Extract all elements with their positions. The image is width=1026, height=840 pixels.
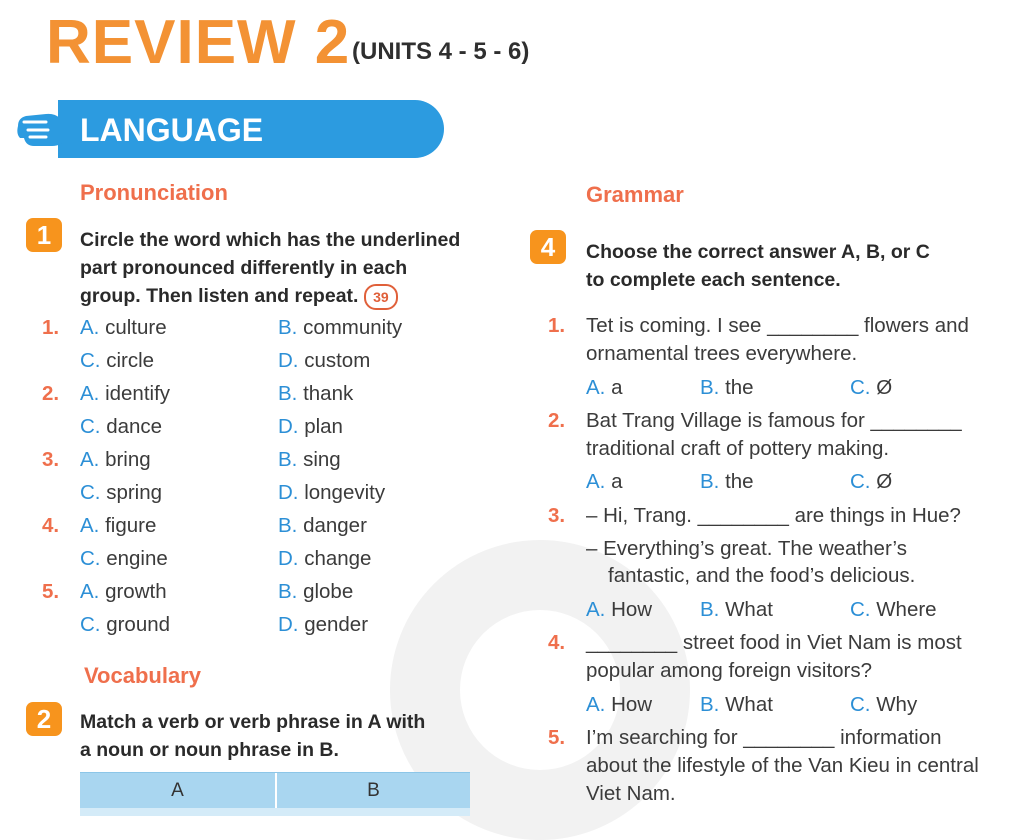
column-a-header: A (171, 780, 184, 801)
pron-item-4-c[interactable]: C. engine (80, 547, 168, 570)
instruction-text: group. Then listen and repeat. (80, 285, 359, 307)
pron-item-3-num: 3. (42, 448, 60, 471)
exercise-1-badge: 1 (26, 218, 62, 252)
question-4-num: 4. (548, 631, 566, 654)
pron-item-1-num: 1. (42, 316, 60, 339)
q1-option-a[interactable]: A. a (586, 376, 623, 399)
q2-option-a[interactable]: A. a (586, 470, 623, 493)
pron-item-3-a[interactable]: A. bring (80, 448, 151, 471)
question-1-line: Tet is coming. I see ________ flowers and (586, 314, 969, 337)
question-5-line: Viet Nam. (586, 782, 676, 805)
q4-option-a[interactable]: A. How (586, 693, 653, 716)
question-2-line: traditional craft of pottery making. (586, 437, 890, 460)
exercise-4-badge: 4 (530, 230, 566, 264)
pron-item-4-b[interactable]: B. danger (278, 514, 367, 537)
question-2-num: 2. (548, 409, 566, 432)
column-b-header: B (367, 780, 380, 801)
question-1-num: 1. (548, 314, 566, 337)
match-table-body (80, 808, 470, 816)
pron-item-5-b[interactable]: B. globe (278, 580, 354, 603)
q3-option-b[interactable]: B. What (700, 598, 773, 621)
grammar-heading: Grammar (586, 182, 684, 207)
audio-track-icon[interactable]: 39 (364, 284, 398, 310)
pron-item-3-c[interactable]: C. spring (80, 481, 163, 504)
q4-option-c[interactable]: C. Why (850, 693, 918, 716)
instruction-line: part pronounced differently in each (80, 257, 408, 279)
pron-item-1-a[interactable]: A. culture (80, 316, 167, 339)
question-3-line: – Everything’s great. The weather’s (586, 537, 907, 560)
pron-item-5-a[interactable]: A. growth (80, 580, 167, 603)
pron-item-4-a[interactable]: A. figure (80, 514, 157, 537)
pron-item-2-d[interactable]: D. plan (278, 415, 343, 438)
exercise-2-instruction (80, 708, 520, 764)
instruction-line (80, 282, 520, 310)
exercise-1-instruction (80, 226, 520, 310)
pron-item-4-d[interactable]: D. change (278, 547, 372, 570)
pronunciation-heading: Pronunciation (80, 180, 228, 205)
q4-option-b[interactable]: B. What (700, 693, 773, 716)
exercise-2-badge: 2 (26, 702, 62, 736)
question-5-num: 5. (548, 726, 566, 749)
pron-item-2-c[interactable]: C. dance (80, 415, 163, 438)
question-2-line: Bat Trang Village is famous for ________ (586, 409, 962, 432)
question-4-line: ________ street food in Viet Nam is most (586, 631, 962, 654)
instruction-line: a noun or noun phrase in B. (80, 739, 339, 761)
pron-item-2-b[interactable]: B. thank (278, 382, 354, 405)
q1-option-c[interactable]: C. Ø (850, 376, 893, 399)
question-1-line: ornamental trees everywhere. (586, 342, 858, 365)
question-3-line: – Hi, Trang. ________ are things in Hue? (586, 504, 961, 527)
match-table-header (80, 772, 470, 809)
banner-label: LANGUAGE (80, 112, 264, 148)
pron-item-2-num: 2. (42, 382, 60, 405)
question-5-line: I’m searching for ________ information (586, 726, 942, 749)
pron-item-1-c[interactable]: C. circle (80, 349, 155, 372)
exercise-4-instruction (586, 238, 1016, 294)
q3-option-a[interactable]: A. How (586, 598, 653, 621)
pron-item-1-d[interactable]: D. custom (278, 349, 371, 372)
page-title: REVIEW 2 (46, 8, 351, 77)
question-4-line: popular among foreign visitors? (586, 659, 873, 682)
instruction-line: Circle the word which has the underlined (80, 229, 461, 251)
instruction-line: Choose the correct answer A, B, or C (586, 241, 930, 263)
pron-item-5-num: 5. (42, 580, 60, 603)
question-5-line: about the lifestyle of the Van Kieu in central (586, 754, 979, 777)
pron-item-5-d[interactable]: D. gender (278, 613, 369, 636)
pron-item-1-b[interactable]: B. community (278, 316, 403, 339)
pointing-hand-icon (16, 104, 68, 154)
question-3-num: 3. (548, 504, 566, 527)
pron-item-2-a[interactable]: A. identify (80, 382, 171, 405)
q2-option-b[interactable]: B. the (700, 470, 754, 493)
pron-item-5-c[interactable]: C. ground (80, 613, 171, 636)
pron-item-4-num: 4. (42, 514, 60, 537)
pron-item-3-d[interactable]: D. longevity (278, 481, 386, 504)
q3-option-c[interactable]: C. Where (850, 598, 937, 621)
q1-option-b[interactable]: B. the (700, 376, 754, 399)
vocabulary-heading: Vocabulary (84, 663, 201, 688)
question-3-line: fantastic, and the food’s delicious. (608, 564, 916, 587)
q2-option-c[interactable]: C. Ø (850, 470, 893, 493)
page-subtitle: (UNITS 4 - 5 - 6) (352, 38, 530, 65)
instruction-line: to complete each sentence. (586, 269, 841, 291)
instruction-line: Match a verb or verb phrase in A with (80, 711, 426, 733)
pron-item-3-b[interactable]: B. sing (278, 448, 341, 471)
